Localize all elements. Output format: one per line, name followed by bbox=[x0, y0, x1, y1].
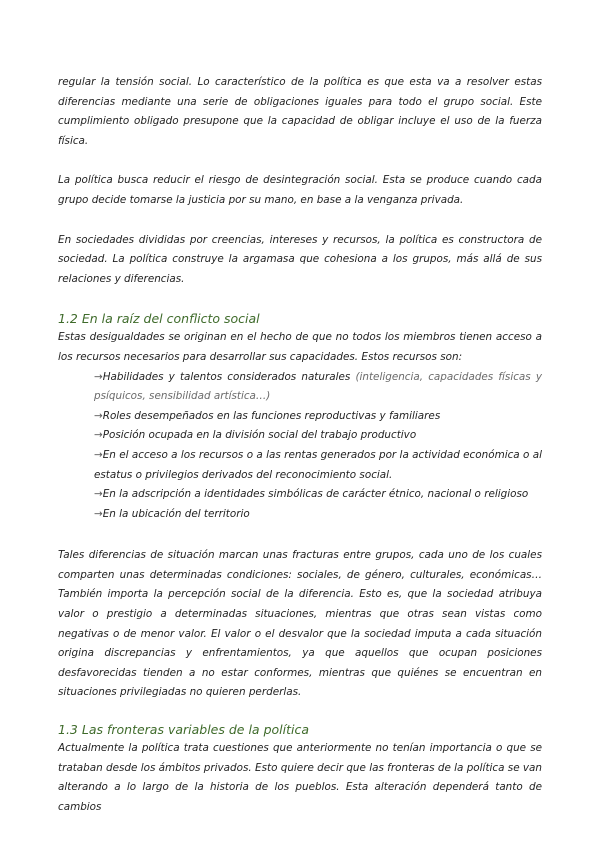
list-item bbox=[94, 407, 542, 427]
list-item-text: Habilidades y talentos considerados naturales bbox=[102, 370, 356, 383]
section-1-2-closing: Tales diferencias de situación marcan unas fracturas entre grupos, cada uno de los cuales comparten unas determinadas condiciones: sociales, de género, culturales, económicas… También importa la percepción social de la diferencia. Esto es, que la sociedad atribuya valor o prestigio a determinadas situaciones, mientras que otras sean vistas como negativas o de menor valor. El valor o el desvalor que la sociedad imputa a cada situación origina discrepancias y enfrentamientos, ya que aquellos que ocupan posiciones desfavorecidas tienden a no estar conformes, mientras que quiénes se encuentran en situaciones privilegiadas no quieren perderlas. bbox=[58, 549, 542, 699]
list-item-text: En la ubicación del territorio bbox=[102, 507, 250, 520]
list-item bbox=[94, 368, 542, 407]
list-item bbox=[94, 446, 542, 485]
section-heading-1-3: 1.3 Las fronteras variables de la política bbox=[58, 722, 310, 738]
arrow-right-icon: → bbox=[94, 448, 103, 461]
section-1-3-intro: Actualmente la política trata cuestiones que anteriormente no tenían importancia o que se trataban desde los ámbitos privados. Esto quiere decir que las fronteras de la política se van alterando a lo largo de la historia de los pueblos. Esta alteración dependerá tanto de cambios bbox=[58, 742, 542, 813]
arrow-right-icon: → bbox=[94, 488, 103, 501]
list-item-text: Posición ocupada en la división social del trabajo productivo bbox=[102, 429, 417, 442]
arrow-right-icon: → bbox=[94, 429, 103, 442]
section-heading-1-2: 1.2 En la raíz del conflicto social bbox=[58, 311, 260, 327]
list-item bbox=[94, 426, 542, 446]
list-item-text: En el acceso a los recursos o a las rentas generados por la actividad económica o al estatus o privilegios derivados del reconocimiento social. bbox=[94, 448, 542, 481]
paragraph-tension-social: regular la tensión social. Lo característico de la política es que esta va a resolver estas diferencias mediante una serie de obligaciones iguales para todo el grupo social. Este cumplimiento obligado presupone que la capacidad de obligar incluye el uso de la fuerza física. bbox=[58, 76, 542, 147]
arrow-right-icon: → bbox=[94, 370, 103, 383]
paragraph-desintegracion: La política busca reducir el riesgo de desintegración social. Esta se produce cuando cada grupo decide tomarse la justicia por su mano, en base a la venganza privada. bbox=[58, 174, 542, 206]
resources-list bbox=[58, 368, 542, 525]
list-item-text: En la adscripción a identidades simbólicas de carácter étnico, nacional o religioso bbox=[102, 488, 529, 501]
arrow-right-icon: → bbox=[94, 507, 103, 520]
section-1-2-intro: Estas desigualdades se originan en el hecho de que no todos los miembros tienen acceso a los recursos necesarios para desarrollar sus capacidades. Estos recursos son: bbox=[58, 331, 542, 363]
list-item-text: Roles desempeñados en las funciones reproductivas y familiares bbox=[102, 409, 441, 422]
paragraph-sociedades-divididas: En sociedades divididas por creencias, intereses y recursos, la política es constructora de sociedad. La política construye la argamasa que cohesiona a los grupos, más allá de sus relaciones y diferencias. bbox=[58, 233, 542, 285]
list-item-note: (inteligencia, capacidades físicas y psíquicos, sensibilidad artística…) bbox=[94, 370, 542, 403]
list-item bbox=[94, 485, 542, 505]
arrow-right-icon: → bbox=[94, 409, 103, 422]
list-item bbox=[94, 505, 542, 525]
